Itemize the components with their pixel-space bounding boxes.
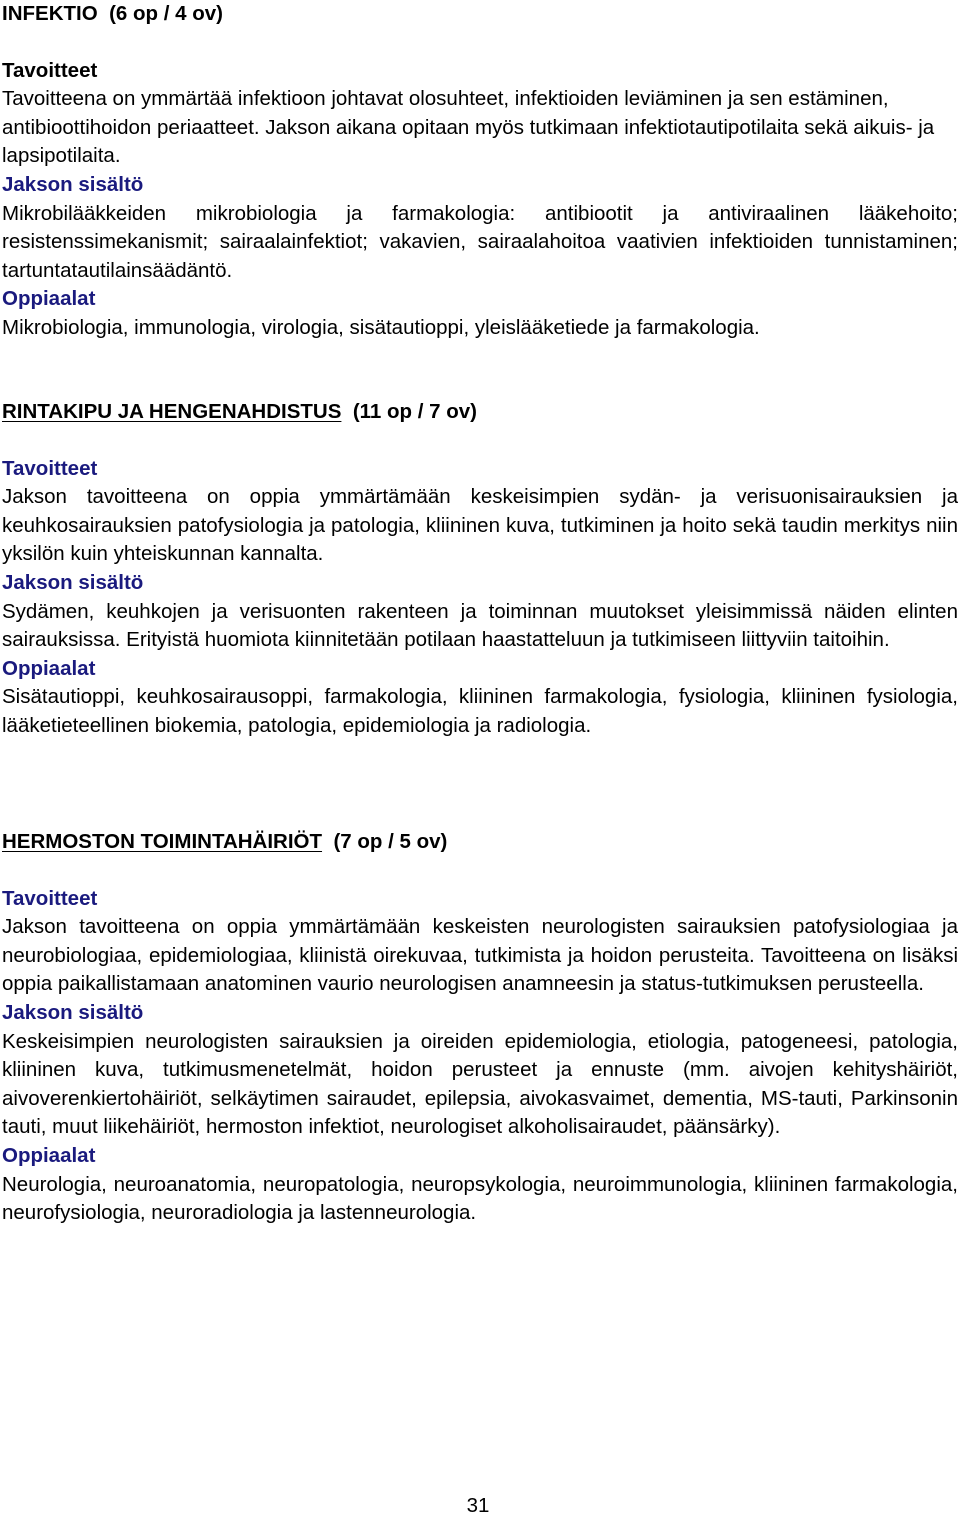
section-title <box>2 398 958 427</box>
subjects-text: Mikrobiologia, immunologia, virologia, sisätautioppi, yleislääketiede ja farmakologia. <box>2 315 760 339</box>
subjects-label: Oppiaalat <box>2 1143 96 1167</box>
goals-label: Tavoitteet <box>2 886 98 910</box>
section-name: HERMOSTON TOIMINTAHÄIRIÖT <box>2 830 323 853</box>
content-text: Sydämen, keuhkojen ja verisuonten rakenteen ja toiminnan muutokset yleisimmissä näiden elinten sairauksissa. Erityistä huomiota kiinnitetään potilaan haastatteluun ja tutkimiseen liittyviin taitoihin. <box>2 599 958 652</box>
section-title <box>2 0 958 29</box>
goals-label: Tavoitteet <box>2 456 98 480</box>
goals-text: Jakson tavoitteena on oppia ymmärtämään keskeisten neurologisten sairauksien patofysiologiaa ja neurobiologiaa, epidemiologiaa, kliinistä oirekuvaa, tutkimista ja hoidon perusteita. Tavoitteena on lisäksi oppia paikallistamaan anatominen vaurio neurologisen anamneesin ja status-tutkimuksen perusteella. <box>2 915 958 996</box>
page-number: 31 <box>466 1494 490 1517</box>
goals-label: Tavoitteet <box>2 58 98 82</box>
subjects-text: Neurologia, neuroanatomia, neuropatologia, neuropsykologia, neuroimmunologia, kliininen farmakologia, neurofysiologia, neuroradiologia ja lastenneurologia. <box>2 1172 958 1225</box>
content-text: Keskeisimpien neurologisten sairauksien ja oireiden epidemiologia, etiologia, patogeneesi, patologia, kliininen kuva, tutkimusmenetelmät, hoidon perusteet ja ennuste (mm. aivojen kehityshäiriöt, aivoverenkiertohäiriöt, selkäytimen sairaudet, epilepsia, aivokasvaimet, dementia, MS-tauti, Parkinsonin tauti, muut liikehäiriöt, hermoston infektiot, neurologiset alkoholisairaudet, päänsärky). <box>2 1029 958 1139</box>
subjects-label: Oppiaalat <box>2 287 96 311</box>
goals-text: Tavoitteena on ymmärtää infektioon johtavat olosuhteet, infektioiden leviäminen ja sen estäminen, antibioottihoidon periaatteet. Jakson aikana opitaan myös tutkimaan infektiotautipotilaita sekä aikuis- ja lapsipotilaita. <box>2 87 935 168</box>
section-credits: (6 op / 4 ov) <box>109 2 223 25</box>
section-hermoston <box>2 828 958 1228</box>
section-credits: (11 op / 7 ov) <box>352 400 477 423</box>
section-infektio <box>2 0 958 343</box>
section-rintakipu <box>2 398 958 741</box>
content-label: Jakson sisältö <box>2 172 144 196</box>
content-text: Mikrobilääkkeiden mikrobiologia ja farmakologia: antibiootit ja antiviraalinen lääkehoito; resistenssimekanismit; sairaalainfektiot; vakavien, sairaalahoitoa vaativien infektioiden tunnistaminen; tartuntatautilainsäädäntö. <box>2 201 958 282</box>
section-credits: (7 op / 5 ov) <box>333 830 448 853</box>
subjects-label: Oppiaalat <box>2 656 96 680</box>
goals-text: Jakson tavoitteena on oppia ymmärtämään keskeisimpien sydän- ja verisuonisairauksien ja keuhkosairauksien patofysiologia ja patologia, kliininen kuva, tutkiminen ja hoito sekä taudin merkitys niin yksilön kuin yhteiskunnan kannalta. <box>2 485 958 566</box>
content-label: Jakson sisältö <box>2 1000 144 1024</box>
section-name: INFEKTIO <box>2 2 98 25</box>
section-name: RINTAKIPU JA HENGENAHDISTUS <box>2 400 342 423</box>
content-label: Jakson sisältö <box>2 570 144 594</box>
subjects-text: Sisätautioppi, keuhkosairausoppi, farmakologia, kliininen farmakologia, fysiologia, kliininen fysiologia, lääketieteellinen biokemia, patologia, epidemiologia ja radiologia. <box>2 685 958 737</box>
section-title <box>2 828 958 857</box>
